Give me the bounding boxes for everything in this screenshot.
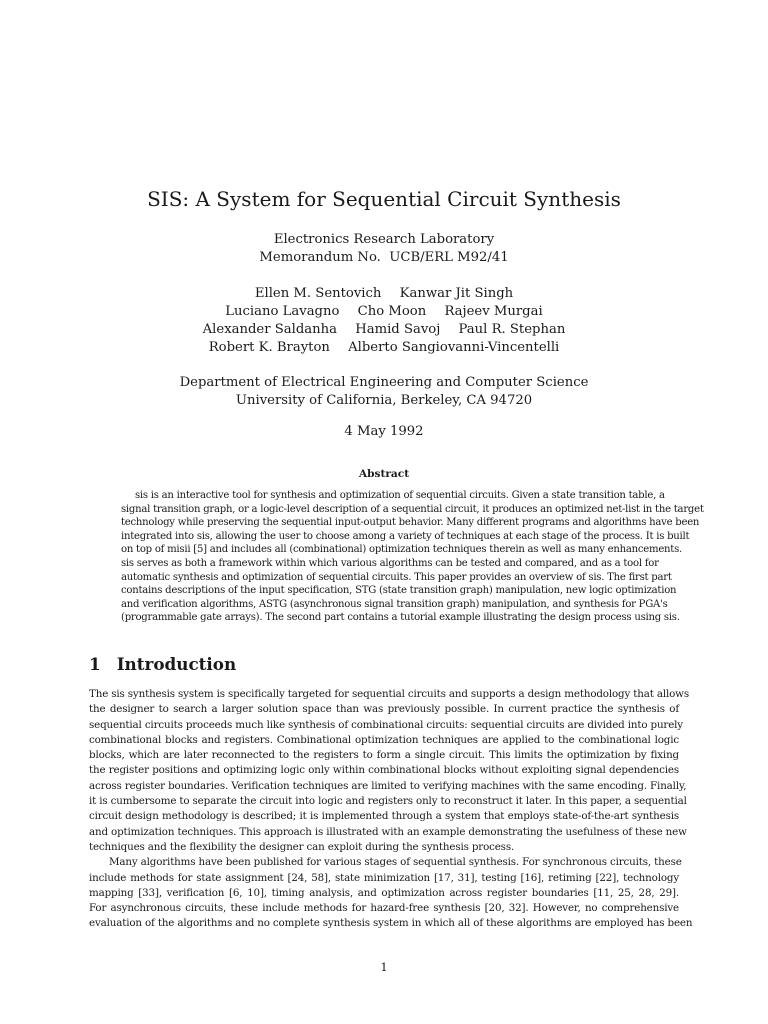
author-name: Hamid Savoj — [355, 322, 441, 337]
body-line: For asynchronous circuits, these include methods for hazard-free synthesis [20, 32]. However, no comprehensive — [89, 902, 679, 915]
body-line: techniques and the flexibility the designer can exploit during the synthesis process. — [89, 840, 515, 853]
author-name: Cho Moon — [357, 304, 427, 319]
abstract-line: and verification algorithms, ASTG (asynchronous signal transition graph) manipulation, and synthesis for PGA's — [121, 598, 668, 610]
report-info — [0, 231, 768, 267]
department: Department of Electrical Engineering and Computer Science — [179, 375, 589, 390]
body-line: and optimization techniques. This approach is illustrated with an example demonstrating the usefulness of these new — [89, 825, 687, 838]
body-line: it is cumbersome to separate the circuit into logic and registers only to reconstruct it later. In this paper, a sequential — [89, 795, 687, 808]
author-name: Rajeev Murgai — [444, 304, 543, 319]
abstract-line: contains descriptions of the input specification, STG (state transition graph) manipulation, new logic optimization — [121, 585, 677, 597]
body-line: the register positions and optimizing logic only within combinational blocks without exploiting signal dependencies — [89, 764, 679, 777]
author-name: Kanwar Jit Singh — [399, 286, 514, 301]
page-number: 1 — [380, 960, 388, 974]
author-name: Robert K. Brayton — [208, 340, 330, 355]
body-line: include methods for state assignment [24, 58], state minimization [17, 31], testing [16], retiming [22], technology — [89, 871, 679, 884]
abstract-text — [121, 489, 704, 625]
abstract-line: sis serves as both a framework within which various algorithms can be tested and compared, and as a tool for — [121, 557, 659, 569]
abstract-line: sis is an interactive tool for synthesis and optimization of sequential circuits. Given a state transition table, a — [135, 490, 665, 501]
body-line: Many algorithms have been published for various stages of sequential synthesis. For synchronous circuits, these — [109, 856, 682, 869]
body-line: circuit design methodology is described; it is implemented through a system that employs state-of-the-art synthesis — [89, 810, 679, 823]
author-row — [0, 285, 768, 303]
author-name: Ellen M. Sentovich — [254, 286, 382, 301]
institution — [0, 374, 768, 410]
section-heading — [89, 654, 236, 674]
abstract-line: (programmable gate arrays). The second part contains a tutorial example illustrating the design process using sis. — [121, 612, 680, 624]
body-text — [89, 687, 693, 932]
author-name: Alberto Sangiovanni-Vincentelli — [348, 340, 560, 355]
author-row — [0, 303, 768, 321]
paper-title: SIS: A System for Sequential Circuit Synthesis — [147, 187, 621, 211]
abstract-line: on top of misii [5] and includes all (combinational) optimization techniques therein as well as many enhancements. — [121, 544, 683, 556]
body-line: evaluation of the algorithms and no complete synthesis system in which all of these algorithms are employed has been — [89, 917, 693, 930]
abstract-heading: Abstract — [358, 468, 410, 480]
body-line: combinational blocks and registers. Combinational optimization techniques are applied to the combinational logic — [89, 733, 679, 746]
body-line: The sis synthesis system is specifically targeted for sequential circuits and supports a design methodology that allows — [89, 688, 689, 700]
body-line: across register boundaries. Verification techniques are limited to verifying machines with the same encoding. Finally, — [89, 779, 687, 792]
author-name: Paul R. Stephan — [458, 322, 566, 337]
date: 4 May 1992 — [344, 424, 424, 439]
author-row — [0, 339, 768, 357]
author-list — [0, 285, 768, 357]
memo-number: Memorandum No. UCB/ERL M92/41 — [259, 250, 509, 265]
section-number: 1 — [89, 654, 101, 674]
abstract-line: technology while preserving the sequential input-output behavior. Many different programs and algorithms have been — [121, 517, 700, 529]
body-line: sequential circuits proceeds much like synthesis of combinational circuits: sequential circuits are divided into purely — [89, 718, 683, 731]
body-line: blocks, which are later reconnected to the registers to form a single circuit. This limits the optimization by fixing — [89, 749, 679, 762]
body-line: the designer to search a larger solution space than was previously possible. In current practice the synthesis of — [89, 703, 679, 716]
author-row — [0, 321, 768, 339]
section-title: Introduction — [116, 654, 237, 674]
university: University of California, Berkeley, CA 94720 — [235, 393, 533, 408]
author-name: Alexander Saldanha — [202, 322, 338, 337]
abstract-line: signal transition graph, or a logic-level description of a sequential circuit, it produces an optimized net-list in the target — [121, 503, 704, 515]
author-name: Luciano Lavagno — [225, 304, 340, 319]
body-line: mapping [33], verification [6, 10], timing analysis, and optimization across register boundaries [11, 25, 28, 29]. — [89, 886, 679, 899]
lab-name: Electronics Research Laboratory — [273, 232, 495, 247]
abstract-line: automatic synthesis and optimization of sequential circuits. This paper provides an overview of sis. The first part — [121, 571, 672, 583]
abstract-line: integrated into sis, allowing the user to choose among a variety of techniques at each stage of the process. It is built — [121, 530, 690, 542]
